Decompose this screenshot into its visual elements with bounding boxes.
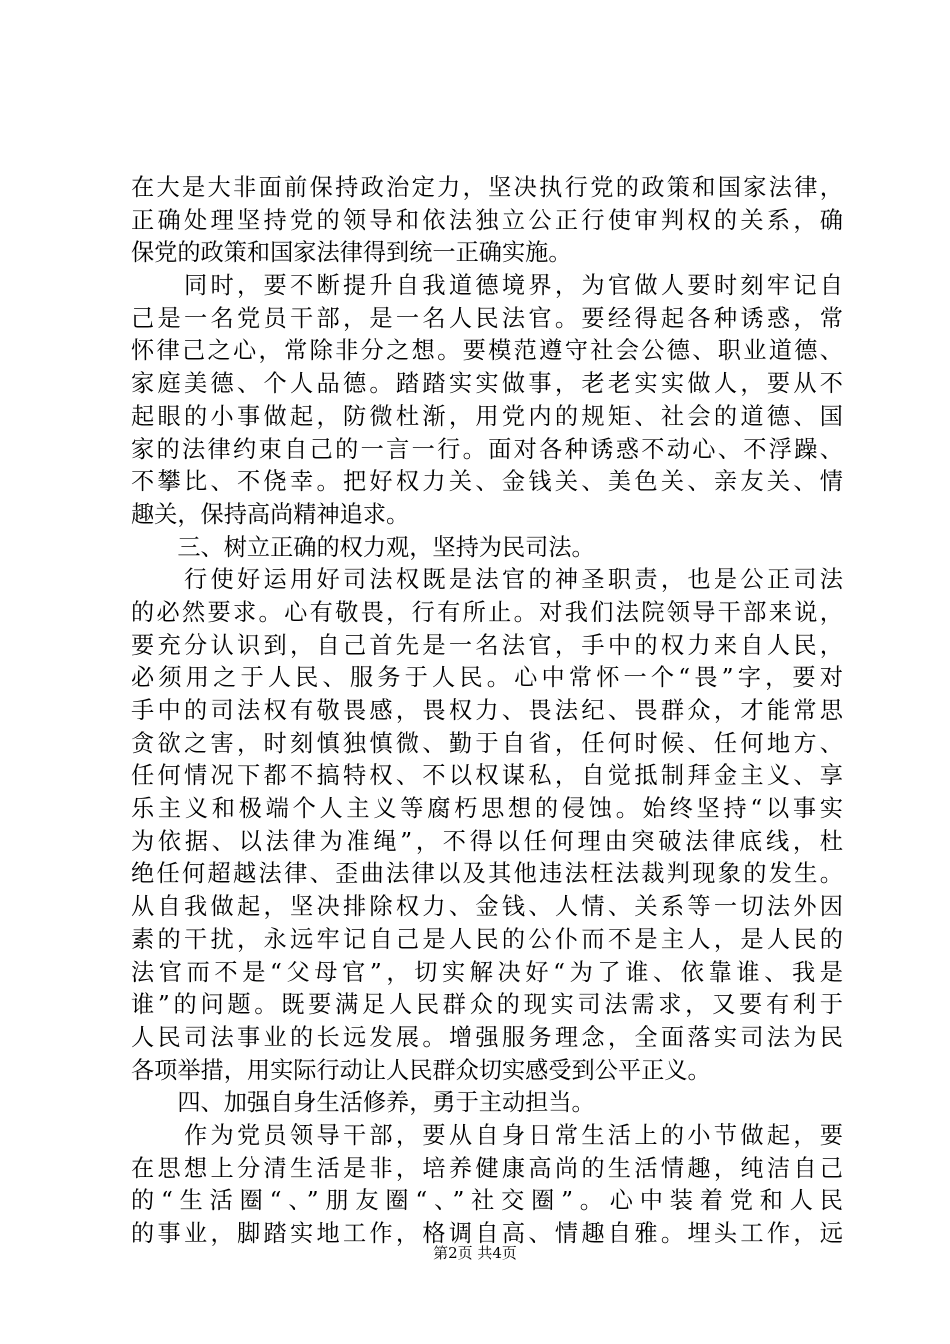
text-line: 要充分认识到，自己首先是一名法官，手中的权力来自人民， bbox=[131, 631, 843, 659]
text-line: 起眼的小事做起，防微杜渐，用党内的规矩、社会的道德、国 bbox=[131, 402, 843, 430]
text-line: 在思想上分清生活是非，培养健康高尚的生活情趣，纯洁自己 bbox=[131, 1154, 843, 1182]
text-line: 不攀比、不侥幸。把好权力关、金钱关、美色关、亲友关、情 bbox=[131, 468, 843, 496]
text-line: 各项举措，用实际行动让人民群众切实感受到公平正义。 bbox=[131, 1056, 711, 1084]
text-line: 谁”的问题。既要满足人民群众的现实司法需求，又要有利于 bbox=[131, 991, 843, 1019]
text-line: 正确处理坚持党的领导和依法独立公正行使审判权的关系，确 bbox=[131, 206, 843, 234]
text-line: 保党的政策和国家法律得到统一正确实施。 bbox=[131, 239, 572, 267]
text-line: 的必然要求。心有敬畏，行有所止。对我们法院领导干部来说， bbox=[131, 598, 843, 626]
text-line: 家的法律约束自己的一言一行。面对各种诱惑不动心、不浮躁、 bbox=[131, 435, 843, 463]
text-line: 家庭美德、个人品德。踏踏实实做事，老老实实做人，要从不 bbox=[131, 370, 843, 398]
text-line: 的“生活圈“、”朋友圈“、”社交圈”。心中装着党和人民 bbox=[131, 1187, 843, 1215]
text-line: 的事业，脚踏实地工作，格调自高、情趣自雅。埋头工作，远 bbox=[131, 1220, 843, 1247]
page-number-footer: 第2页 共4页 bbox=[433, 1244, 517, 1262]
text-line: 人民司法事业的长远发展。增强服务理念，全面落实司法为民 bbox=[131, 1023, 843, 1051]
text-line: 作为党员领导干部，要从自身日常生活上的小节做起，要 bbox=[131, 1121, 843, 1149]
text-line: 行使好运用好司法权既是法官的神圣职责，也是公正司法 bbox=[131, 566, 843, 594]
text-line: 为依据、以法律为准绳”，不得以任何理由突破法律底线，杜 bbox=[131, 827, 843, 855]
text-line: 趣关，保持高尚精神追求。 bbox=[131, 500, 410, 528]
text-line: 乐主义和极端个人主义等腐朽思想的侵蚀。始终坚持“以事实 bbox=[131, 795, 843, 823]
document-body bbox=[131, 172, 843, 1251]
text-line: 贪欲之害，时刻慎独慎微、勤于自省，任何时候、任何地方、 bbox=[131, 729, 843, 757]
text-line: 在大是大非面前保持政治定力，坚决执行党的政策和国家法律， bbox=[131, 174, 843, 201]
text-line: 手中的司法权有敬畏感，畏权力、畏法纪、畏群众，才能常思 bbox=[131, 697, 843, 724]
section-heading: 三、树立正确的权力观，坚持为民司法。 bbox=[131, 533, 595, 561]
text-line: 从自我做起，坚决排除权力、金钱、人情、关系等一切法外因 bbox=[131, 893, 843, 921]
text-line: 同时，要不断提升自我道德境界，为官做人要时刻牢记自 bbox=[131, 272, 843, 300]
text-line: 己是一名党员干部，是一名人民法官。要经得起各种诱惑，常 bbox=[131, 304, 843, 332]
text-line: 绝任何超越法律、歪曲法律以及其他违法枉法裁判现象的发生。 bbox=[131, 860, 843, 888]
text-line: 素的干扰，永远牢记自己是人民的公仆而不是主人，是人民的 bbox=[131, 925, 843, 953]
text-line: 任何情况下都不搞特权、不以权谋私，自觉抵制拜金主义、享 bbox=[131, 762, 843, 790]
text-line: 法官而不是“父母官”，切实解决好“为了谁、依靠谁、我是 bbox=[131, 958, 843, 986]
text-line: 必须用之于人民、服务于人民。心中常怀一个“畏”字，要对 bbox=[131, 664, 843, 692]
text-line: 怀律己之心，常除非分之想。要模范遵守社会公德、职业道德、 bbox=[131, 337, 843, 365]
section-heading: 四、加强自身生活修养，勇于主动担当。 bbox=[131, 1089, 595, 1117]
